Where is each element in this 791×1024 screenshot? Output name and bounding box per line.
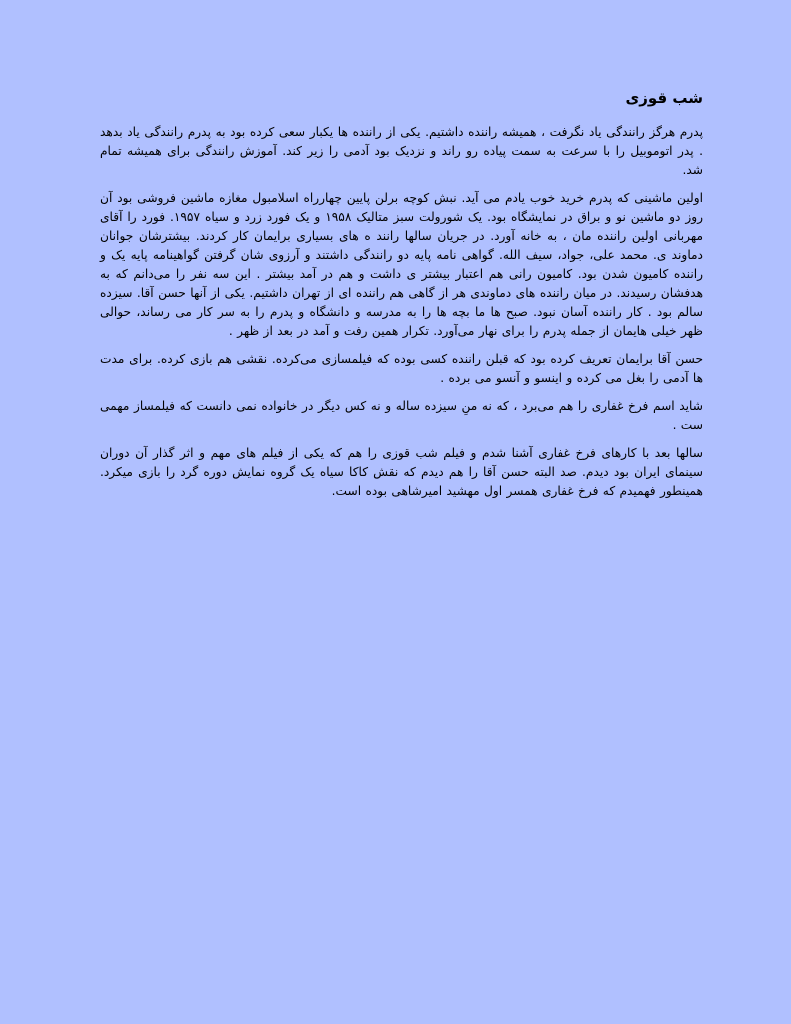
document-page <box>100 88 703 510</box>
paragraph-1: پدرم هرگز رانندگی یاد نگرفت ، همیشه راننده داشتیم. یکی از راننده ها یکبار سعی کرده بود به پدرم رانندگی یاد بدهد . پدر اتوموبیل را با سرعت به سمت پیاده رو راند و نزدیک بود آدمی را زیر کند. آموزش رانندگی برای همیشه تمام شد. <box>100 125 703 177</box>
paragraph-5: سالها بعد با کارهای فرخ غفاری آشنا شدم و فیلم شب قوزی را هم که یکی از فیلم های مهم و اثر گذار آن دوران سینمای ایران بود دیدم. صد البته حسن آقا را هم دیدم که نقش کاکا سیاه یک گروه نمایش دوره گرد را بازی میکرد. همینطور فهمیدم که فرخ غفاری همسر اول مهشید امیرشاهی بوده است. <box>100 446 703 498</box>
paragraph-3: حسن آقا برایمان تعریف کرده بود که قبلن راننده کسی بوده که فیلمسازی می‌کرده. نقشی هم بازی کرده. برای مدت ها آدمی را بغل می کرده و اینسو و آنسو می برده . <box>100 352 703 385</box>
document-title: شب قوزی <box>625 89 703 107</box>
paragraph-2: اولین ماشینی که پدرم خرید خوب یادم می آید. نبش کوچه برلن پایین چهارراه اسلامبول مغازه ماشین فروشی بود آن روز دو ماشین نو و براق در نمایشگاه بود. یک شورولت سبز متالیک ۱۹۵۸ و یک فورد زرد و سیاه ۱۹۵۷. فورد را آقای مهربانی اولین راننده مان ، به خانه آورد. در جریان سالها رانند ه های بسیاری برایمان کار کردند. بیشترشان جوانان دماوند ی. محمد علی، جواد، سیف الله. گواهی نامه پایه دو رانندگی داشتند و آرزوی شان گرفتن گواهینامه پایه یک و راننده کامیون شدن بود. کامیون رانی هم اعتبار بیشتر ی داشت و هم در آمد بیشتر . این سه نفر را می‌دانم که به هدفشان رسیدند. در میان راننده های دماوندی هر از گاهی هم راننده ای از تهران داشتیم. یکی از آنها حسن آقا. سیزده سالم بود . کار راننده آسان نبود. صبح ها ما بچه ها را به مدرسه و دانشگاه و پدرم را به سر کار می رساند، حوالی ظهر خیلی هایمان از جمله پدرم را برای نهار می‌آورد. تکرار همین رفت و آمد در بعد از ظهر . <box>100 191 703 338</box>
paragraph-4: شاید اسم فرخ غفاری را هم می‌برد ، که نه منِ سیزده ساله و نه کس دیگر در خانواده نمی دانست که فیلمساز مهمی ست . <box>100 399 703 432</box>
